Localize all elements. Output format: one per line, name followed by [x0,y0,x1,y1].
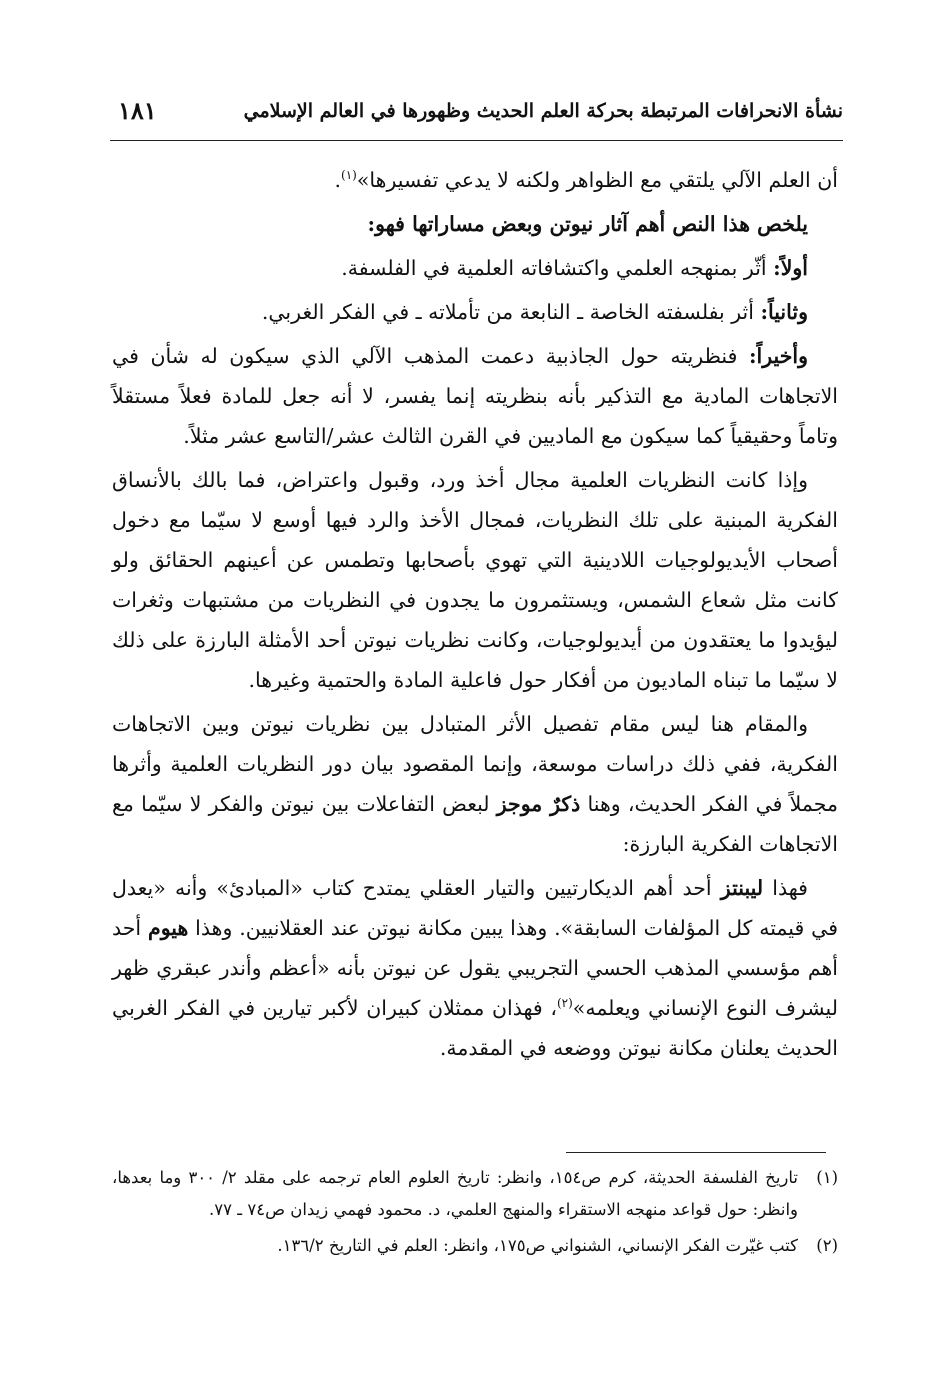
footnote-rule [566,1152,826,1153]
paragraph-3-text: أثّر بمنهجه العلمي واكتشافاته العلمية في الفلسفة. [341,256,774,280]
page-number: ١٨١ [118,96,157,125]
paragraph-7-text-b: لبعض التفاعلات بين نيوتن والفكر لا سيّما مع الاتجاهات الفكرية البارزة: [112,792,838,856]
paragraph-7-bold: ذكرٌ موجز [496,792,581,816]
paragraph-7 [112,704,838,864]
footnote-1-text: تاريخ الفلسفة الحديثة، كرم ص١٥٤، وانظر: تاريخ العلوم العام ترجمه على مقلد ٢/ ٣٠٠ وما بعدها، وانظر: حول قواعد منهجه الاستقراء والمنهج العلمي، د. محمود فهمي زيدان ص٧٤ ـ ٧٧. [112,1168,798,1219]
footnote-1-number: (١) [816,1168,838,1187]
paragraph-2: يلخص هذا النص أهم آثار نيوتن وبعض مساراتها فهو: [367,212,808,236]
footnote-2-text: كتب غيّرت الفكر الإنساني، الشنواني ص١٧٥، وانظر: العلم في التاريخ ١٣٦/٢. [277,1236,798,1255]
footnotes [112,1162,838,1266]
running-title: نشأة الانحرافات المرتبطة بحركة العلم الحديث وظهورها في العالم الإسلامي [243,100,843,122]
paragraph-1-end: . [334,168,342,192]
footnote-1 [112,1162,838,1226]
paragraph-8-name-hume: هيوم [148,916,189,940]
paragraph-5 [112,336,838,456]
paragraph-1-text: أن العلم الآلي يلتقي مع الظواهر ولكنه لا يدعي تفسيرها» [356,168,838,192]
paragraph-8-d: ، فهذان ممثلان كبيران لأكبر تيارين في الفكر الغربي الحديث يعلنان مكانة نيوتن ووضعه في المقدمة. [112,996,838,1060]
footnote-2 [112,1230,838,1262]
paragraph-5-text: فنظريته حول الجاذبية دعمت المذهب الآلي الذي سيكون له شأن في الاتجاهات المادية مع التذكير بأنه بنظريته إنما يفسر، لا أنه جعل للمادة فعلاً مستقلاً وتاماً وحقيقياً كما سيكون مع الماديين في القرن الثالث عشر/التاسع عشر مثلاً. [112,344,838,448]
page-header [110,96,843,136]
paragraph-4-lead: وثانياً: [760,300,808,324]
paragraph-8-a: فهذا [763,876,808,900]
paragraph-8-c: أحد أهم مؤسسي المذهب الحسي التجريبي يقول عن نيوتن بأنه «أعظم وأندر عبقري ظهر ليشرف النوع الإنساني ويعلمه» [112,916,838,1020]
paragraph-1 [112,160,838,200]
paragraph-4-text: أثر بفلسفته الخاصة ـ النابعة من تأملاته ـ في الفكر الغربي. [261,300,761,324]
paragraph-3-lead: أولاً: [773,256,808,280]
header-rule [110,140,843,141]
paragraph-3 [112,248,838,288]
paragraph-8-b: أحد أهم الديكارتيين والتيار العقلي يمتدح كتاب «المبادئ» وأنه «يعدل في قيمته كل المؤلفات السابقة». وهذا يبين مكانة نيوتن عند العقلانيين. وهذا [112,876,838,940]
footnote-ref-1: (١) [341,168,357,183]
footnote-ref-2: (٢) [556,996,573,1011]
footnote-2-number: (٢) [816,1236,838,1255]
paragraph-8-name-leibniz: ليبنتز [720,876,764,900]
paragraph-7-text-a: والمقام هنا ليس مقام تفصيل الأثر المتبادل بين نظريات نيوتن وبين الاتجاهات الفكرية، ففي ذلك دراسات موسعة، وإنما المقصود بيان دور النظريات العلمية وأثرها مجملاً في الفكر الحديث، وهنا [112,712,838,816]
paragraph-6: وإذا كانت النظريات العلمية مجال أخذ ورد، وقبول واعتراض، فما بالك بالأنساق الفكرية المبنية على تلك النظريات، فمجال الأخذ والرد فيها أوسع لا سيّما مع دخول أصحاب الأيديولوجيات اللادينية التي تهوي بأصحابها وتطمس عن أعينهم الحقائق ولو كانت مثل شعاع الشمس، ويستثمرون ما يجدون في النظريات من مشتبهات وثغرات ليؤيدوا ما يعتقدون من أيديولوجيات، وكانت نظريات نيوتن أحد الأمثلة البارزة على ذلك لا سيّما ما تبناه الماديون من أفكار حول فاعلية المادة والحتمية وغيرها. [112,468,838,692]
paragraph-8 [112,868,838,1068]
paragraph-4 [112,292,838,332]
paragraph-5-lead: وأخيراً: [748,344,808,368]
main-text [112,160,838,1072]
